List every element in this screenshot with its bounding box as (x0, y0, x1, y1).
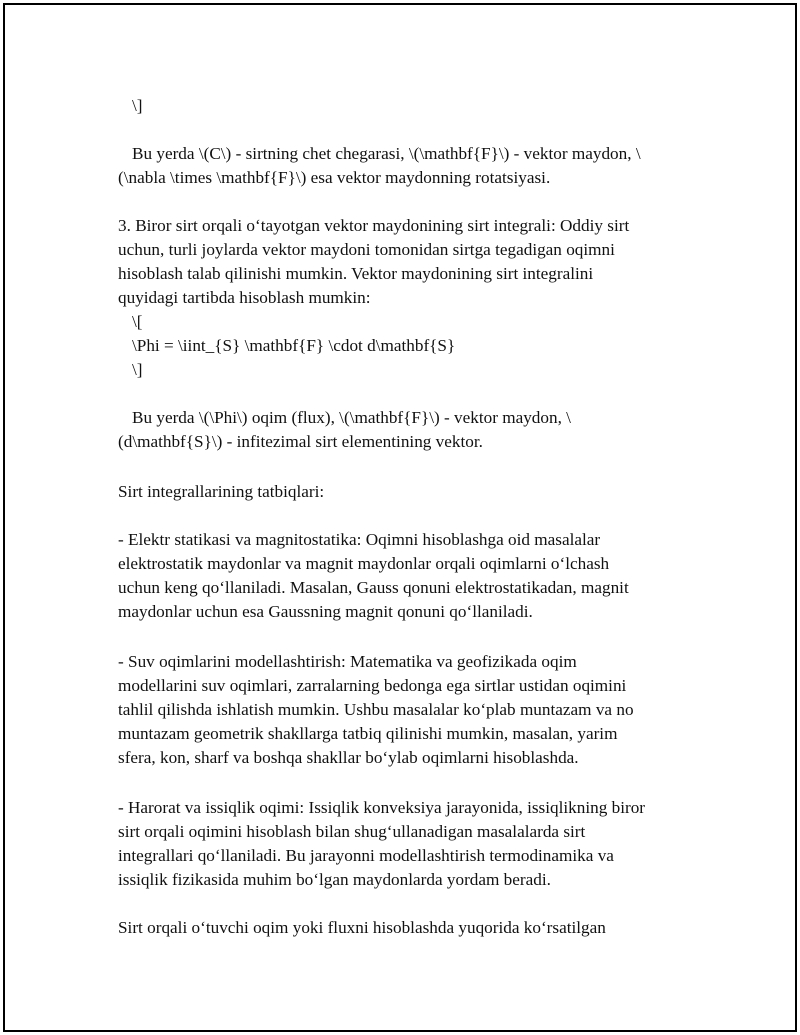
text-line: \] (132, 96, 143, 115)
text-line: (\nabla \times \mathbf{F}\) esa vektor maydonning rotatsiyasi. (118, 168, 551, 187)
section-heading-applications (118, 480, 708, 504)
text-line: modellarini suv oqimlari, zarralarning bedonga ega sirtlar ustidan oqimini (118, 676, 627, 695)
text-line: uchun keng qoʻllaniladi. Masalan, Gauss qonuni elektrostatikadan, magnit (118, 578, 629, 597)
text-line: uchun, turli joylarda vektor maydoni tomonidan sirtga tegadigan oqimni (118, 240, 615, 259)
paragraph-water-flow (118, 650, 708, 770)
paragraph-stokes-explanation (118, 142, 708, 190)
paragraph-surface-integral (118, 214, 708, 382)
text-line: Sirt orqali oʻtuvchi oqim yoki fluxni hisoblashda yuqorida koʻrsatilgan (118, 918, 606, 937)
text-line: - Suv oqimlarini modellashtirish: Matematika va geofizikada oqim (118, 652, 577, 671)
text-line: - Harorat va issiqlik oqimi: Issiqlik konveksiya jarayonida, issiqlikning biror (118, 798, 646, 817)
equation-flux: \Phi = \iint_{S} \mathbf{F} \cdot d\mathbf{S} (132, 336, 456, 355)
equation-open: \[ (132, 312, 143, 331)
text-line: Bu yerda \(\Phi\) oqim (flux), \(\mathbf{F}\) - vektor maydon, \ (132, 408, 571, 427)
text-line: sfera, kon, sharf va boshqa shakllar boʻylab oqimlarni hisoblashda. (118, 748, 579, 767)
paragraph-heat-flow (118, 796, 708, 892)
text-line: Sirt integrallarining tatbiqlari: (118, 482, 325, 501)
text-line: 3. Biror sirt orqali oʻtayotgan vektor maydonining sirt integrali: Oddiy sirt (118, 216, 630, 235)
text-line: - Elektr statikasi va magnitostatika: Oqimni hisoblashga oid masalalar (118, 530, 601, 549)
paragraph-closing (118, 916, 708, 940)
paragraph-flux-explanation (118, 406, 708, 454)
text-line: (d\mathbf{S}\) - infitezimal sirt elementining vektor. (118, 432, 483, 451)
text-line: tahlil qilishda ishlatish mumkin. Ushbu masalalar koʻplab muntazam va no (118, 700, 634, 719)
text-line: sirt orqali oqimini hisoblash bilan shugʻullanadigan masalalarda sirt (118, 822, 586, 841)
text-line: maydonlar uchun esa Gaussning magnit qonuni qoʻllaniladi. (118, 602, 533, 621)
text-line: elektrostatik maydonlar va magnit maydonlar orqali oqimlarni oʻlchash (118, 554, 610, 573)
paragraph-electrostatics (118, 528, 708, 624)
text-line: Bu yerda \(C\) - sirtning chet chegarasi, \(\mathbf{F}\) - vektor maydon, \ (132, 144, 641, 163)
text-line: muntazam geometrik shakllarga tatbiq qilinishi mumkin, masalan, yarim (118, 724, 618, 743)
text-line: quyidagi tartibda hisoblash mumkin: (118, 288, 371, 307)
text-line: issiqlik fizikasida muhim boʻlgan maydonlarda yordam beradi. (118, 870, 551, 889)
equation-close-2: \] (132, 360, 143, 379)
text-line: integrallari qoʻllaniladi. Bu jarayonni modellashtirish termodinamika va (118, 846, 614, 865)
text-line: hisoblash talab qilinishi mumkin. Vektor maydonining sirt integralini (118, 264, 594, 283)
equation-close-1 (118, 94, 708, 118)
